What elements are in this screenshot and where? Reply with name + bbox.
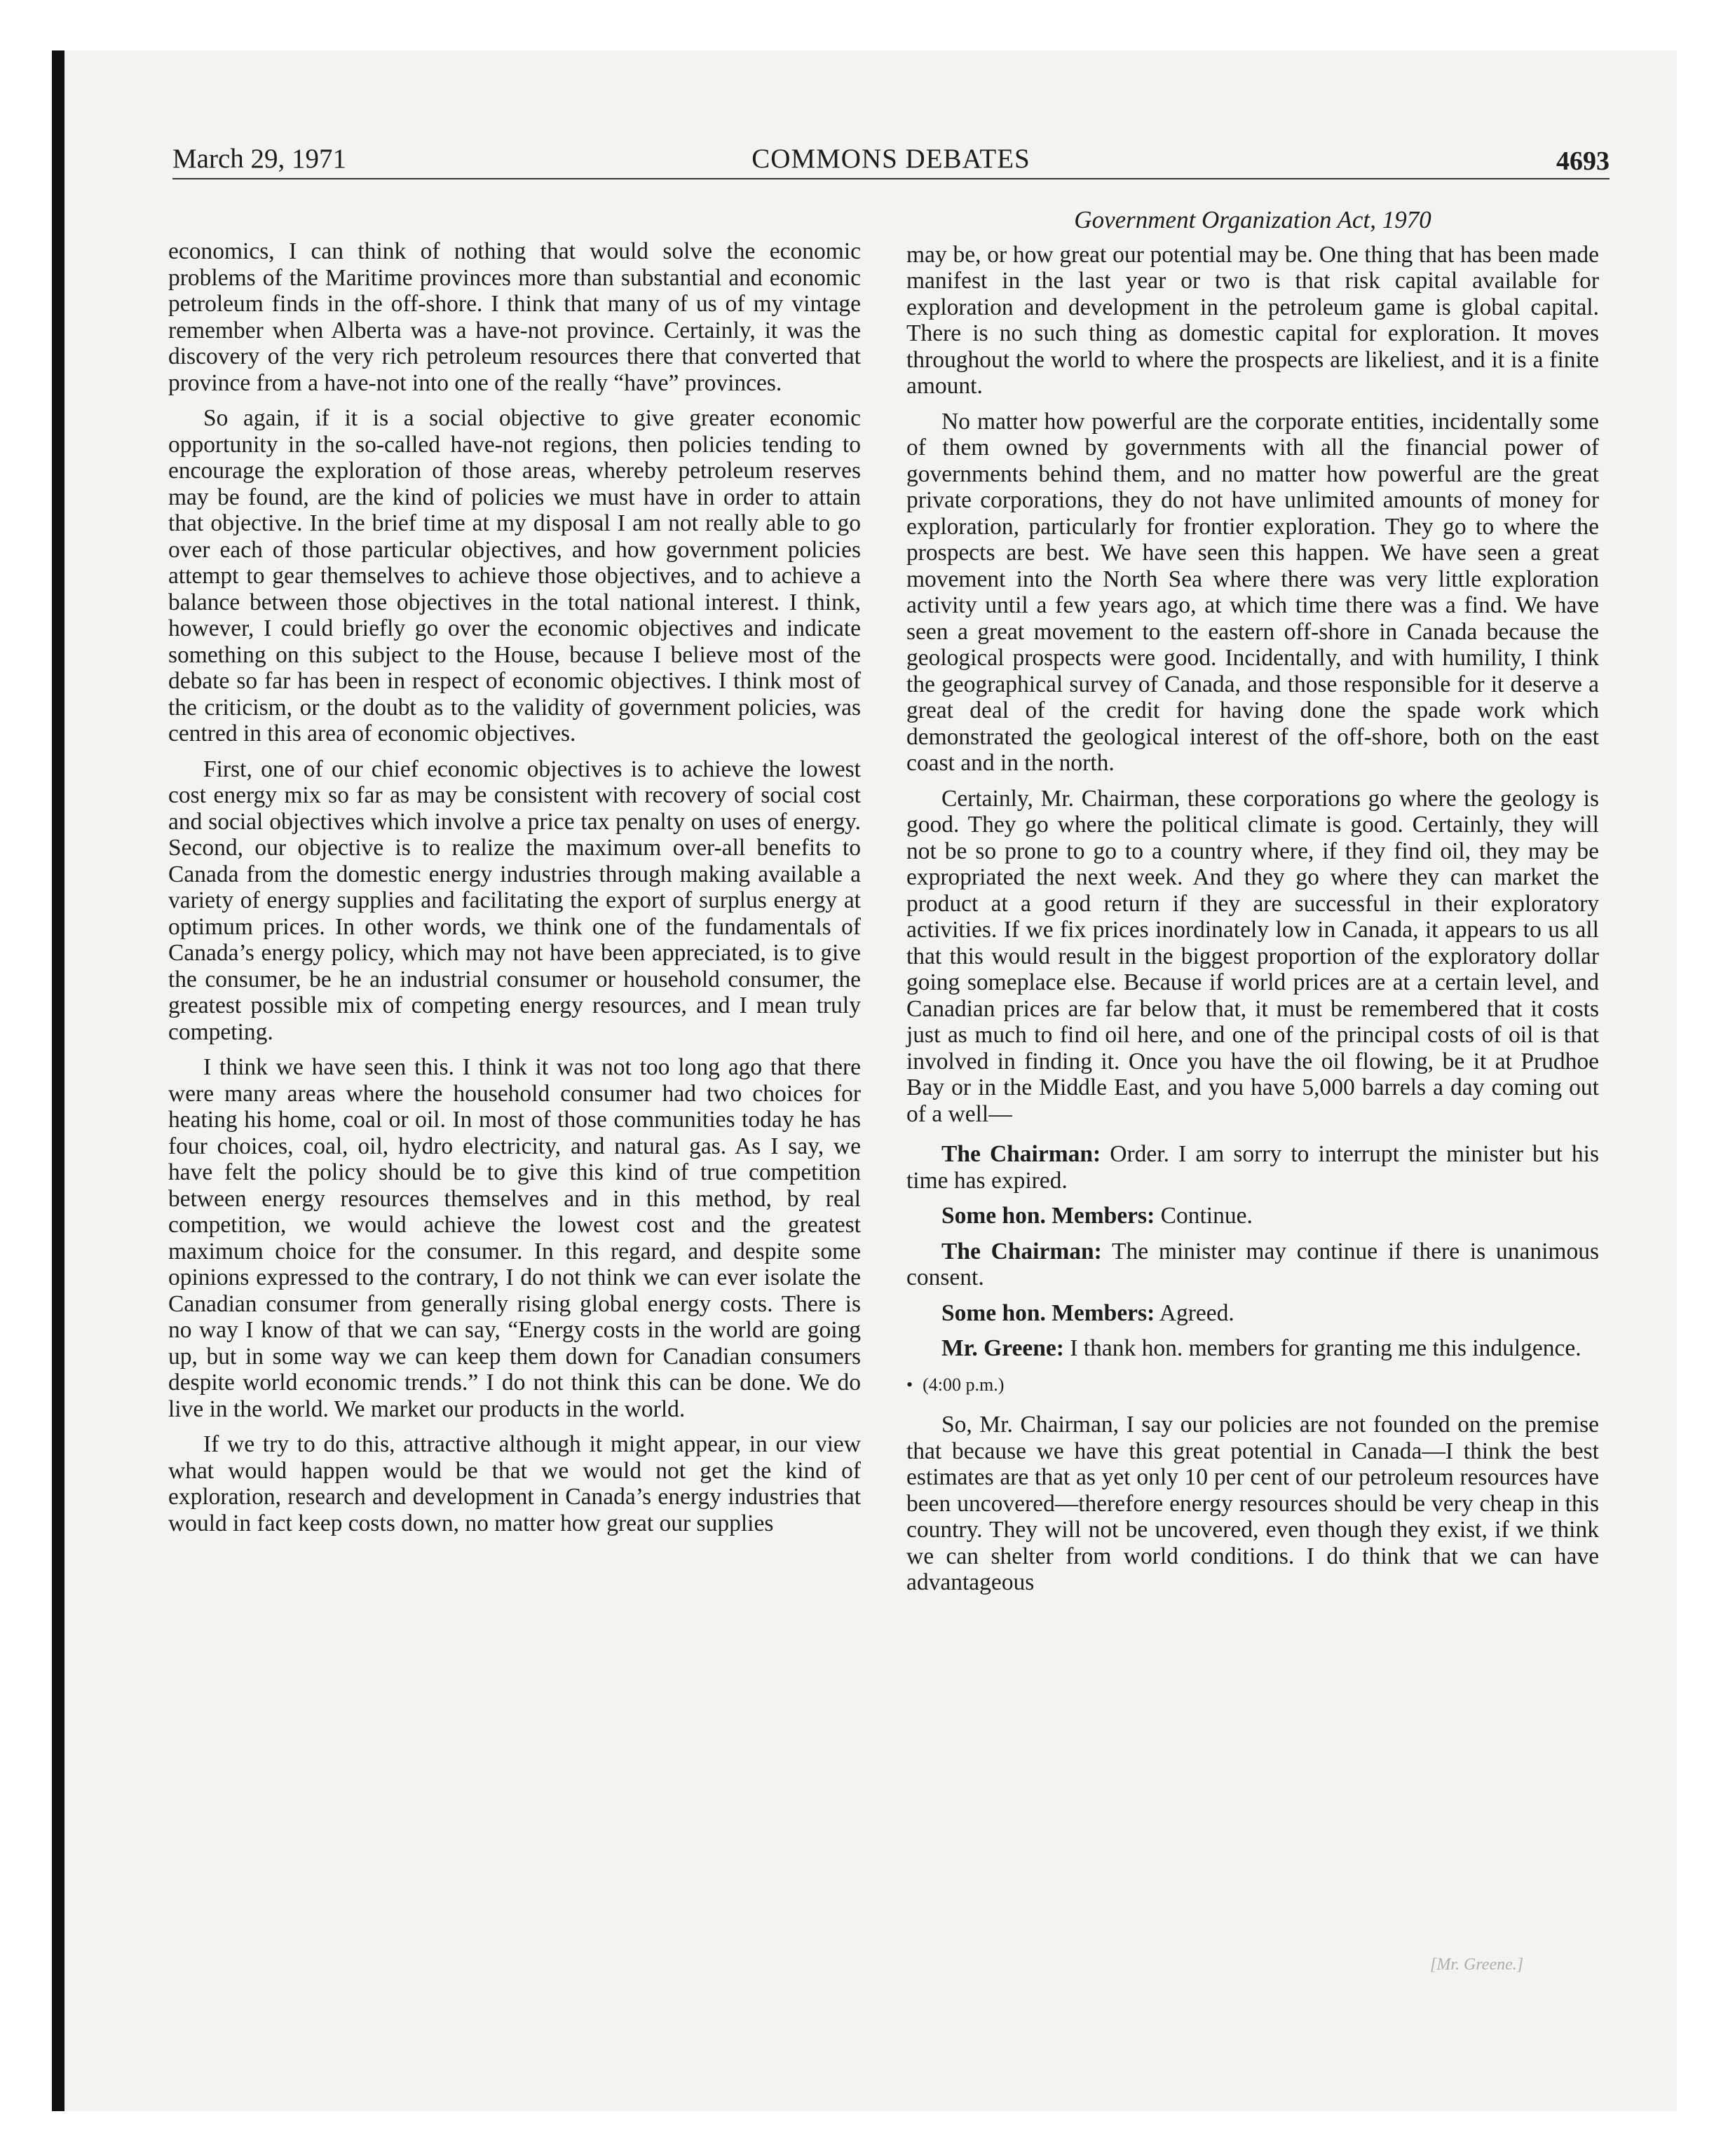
speech-text: Agreed.: [1159, 1299, 1234, 1326]
speaker-name: Some hon. Members:: [941, 1203, 1155, 1229]
left-paragraph: If we try to do this, attractive although it might appear, in our view what would happen would be that we would not get the kind of exploration, research and development in Canada’s energy industries that would in fact keep costs down, no matter how great our supplies: [168, 1431, 861, 1536]
scan-edge-bar: [52, 50, 64, 2111]
header-publication: COMMONS DEBATES: [751, 144, 1030, 174]
speaker-name: The Chairman:: [941, 1141, 1101, 1167]
exchange-entry: [906, 1141, 1599, 1194]
speaker-name: The Chairman:: [941, 1238, 1102, 1264]
left-paragraph: economics, I can think of nothing that would solve the economic problems of the Maritime provinces more than substantial and economic petroleum finds in the off-shore. I think that many of us of my vintage remember when Alberta was a have-not province. Certainly, it was the discovery of the very rich petroleum resources there that converted that province from a have-not into one of the really “have” provinces.: [168, 238, 861, 396]
speech-text: Continue.: [1160, 1203, 1253, 1229]
speech-text: The minister may continue if there is unanimous consent.: [906, 1238, 1600, 1290]
exchange-entry: [906, 1203, 1599, 1229]
footer-speaker-note: [Mr. Greene.]: [1430, 1956, 1524, 1974]
speaker-name: Some hon. Members:: [941, 1299, 1155, 1326]
left-column: [168, 238, 861, 1546]
exchange-entry: [906, 1239, 1599, 1291]
exchange-entry: [906, 1300, 1599, 1327]
time-marker: [906, 1372, 1599, 1398]
right-paragraph: may be, or how great our potential may be. One thing that has been made manifest in the last year or two is that risk capital available for exploration and development in the petroleum game is global capital. There is no such thing as domestic capital for exploration. It moves throughout the world to where the prospects are likeliest, and it is a finite amount.: [906, 241, 1599, 399]
left-paragraph: So again, if it is a social objective to give greater economic opportunity in the so-called have-not regions, then policies tending to encourage the exploration of those areas, whereby petroleum reserves may be found, are the kind of policies we must have in order to attain that objective. In the brief time at my disposal I am not really able to go over each of those particular objectives, and how government policies attempt to gear themselves to achieve those objectives, and to achieve a balance between those objectives in the total national interest. I think, however, I could briefly go over the economic objectives and indicate something on this subject to the House, because I believe most of the debate so far has been in respect of economic objectives. I think most of the criticism, or the doubt as to the validity of government policies, was centred in this area of economic objectives.: [168, 405, 861, 746]
header-page-number: 4693: [1556, 146, 1610, 176]
running-title: Government Organization Act, 1970: [1074, 206, 1431, 233]
page-header: [172, 140, 1610, 179]
time-marker-text: (4:00 p.m.): [923, 1374, 1005, 1395]
speech-text: Order. I am sorry to interrupt the minister but his time has expired.: [906, 1141, 1600, 1194]
header-date: March 29, 1971: [172, 144, 347, 174]
speaker-name: Mr. Greene:: [941, 1335, 1064, 1361]
right-paragraph: Certainly, Mr. Chairman, these corporations go where the geology is good. They go where the political climate is good. Certainly, they will not be so prone to go to a country where, if they find oil, they may be expropriated the next week. And they go where they can market the product at a good return if they are successful in their exploratory activities. If we fix prices inordinately low in Canada, it appears to us all that this would result in the biggest proportion of the exploratory dollar going someplace else. Because if world prices are at a certain level, and Canadian prices are far below that, it must be remembered that it costs just as much to find oil here, and one of the principal costs of oil is that involved in finding it. Once you have the oil flowing, be it at Prudhoe Bay or in the Middle East, and you have 5,000 barrels a day coming out of a well—: [906, 785, 1599, 1127]
bullet-icon: •: [906, 1374, 913, 1395]
right-paragraph: So, Mr. Chairman, I say our policies are not founded on the premise that because we have this great potential in Canada—I think the best estimates are that as yet only 10 per cent of our petroleum resources have been uncovered—therefore energy resources should be very cheap in this country. They will not be uncovered, even though they exist, if we think we can shelter from world conditions. I do think that we can have advantageous: [906, 1412, 1599, 1595]
right-column: [906, 207, 1599, 1605]
left-paragraph: I think we have seen this. I think it was not too long ago that there were many areas where the household consumer had two choices for heating his home, coal or oil. In most of those communities today he has four choices, coal, oil, hydro electricity, and natural gas. As I say, we have felt the policy should be to give this kind of true competition between energy resources themselves and in this method, by real competition, we would achieve the lowest cost and the greatest maximum choice for the consumer. In this regard, and despite some opinions expressed to the contrary, I do not think we can ever isolate the Canadian consumer from generally rising global energy costs. There is no way I know of that we can say, “Energy costs in the world are going up, but in some way we can keep them down for Canadian consumers despite world economic trends.” I do not think this can be done. We do live in the world. We market our products in the world.: [168, 1054, 861, 1422]
left-paragraph: First, one of our chief economic objectives is to achieve the lowest cost energy mix so far as may be consistent with recovery of social cost and social objectives which involve a price tax penalty on uses of energy. Second, our objective is to realize the maximum over-all benefits to Canada from the domestic energy industries through making available a variety of energy supplies and facilitating the export of surplus energy at optimum prices. In other words, we think one of the fundamentals of Canada’s energy policy, which may not have been appreciated, is to give the consumer, be he an industrial consumer or household consumer, the greatest possible mix of competing energy resources, and I mean truly competing.: [168, 756, 861, 1045]
exchange-entry: [906, 1335, 1599, 1362]
right-paragraph: No matter how powerful are the corporate entities, incidentally some of them owned by governments with all the financial power of governments behind them, and no matter how powerful are the great private corporations, they do not have unlimited amounts of money for exploration, particularly for frontier exploration. They go to where the prospects are best. We have seen this happen. We have seen a great movement into the North Sea where there was very little exploration activity until a few years ago, at which time there was a find. We have seen a great movement to the eastern off-shore in Canada because the geological prospects were good. Incidentally, and with humility, I think the geographical survey of Canada, and those responsible for it deserve a great deal of the credit for having done the spade work which demonstrated the geological interest of the off-shore, both on the east coast and in the north.: [906, 408, 1599, 776]
speech-text: I thank hon. members for granting me this indulgence.: [1070, 1335, 1581, 1361]
